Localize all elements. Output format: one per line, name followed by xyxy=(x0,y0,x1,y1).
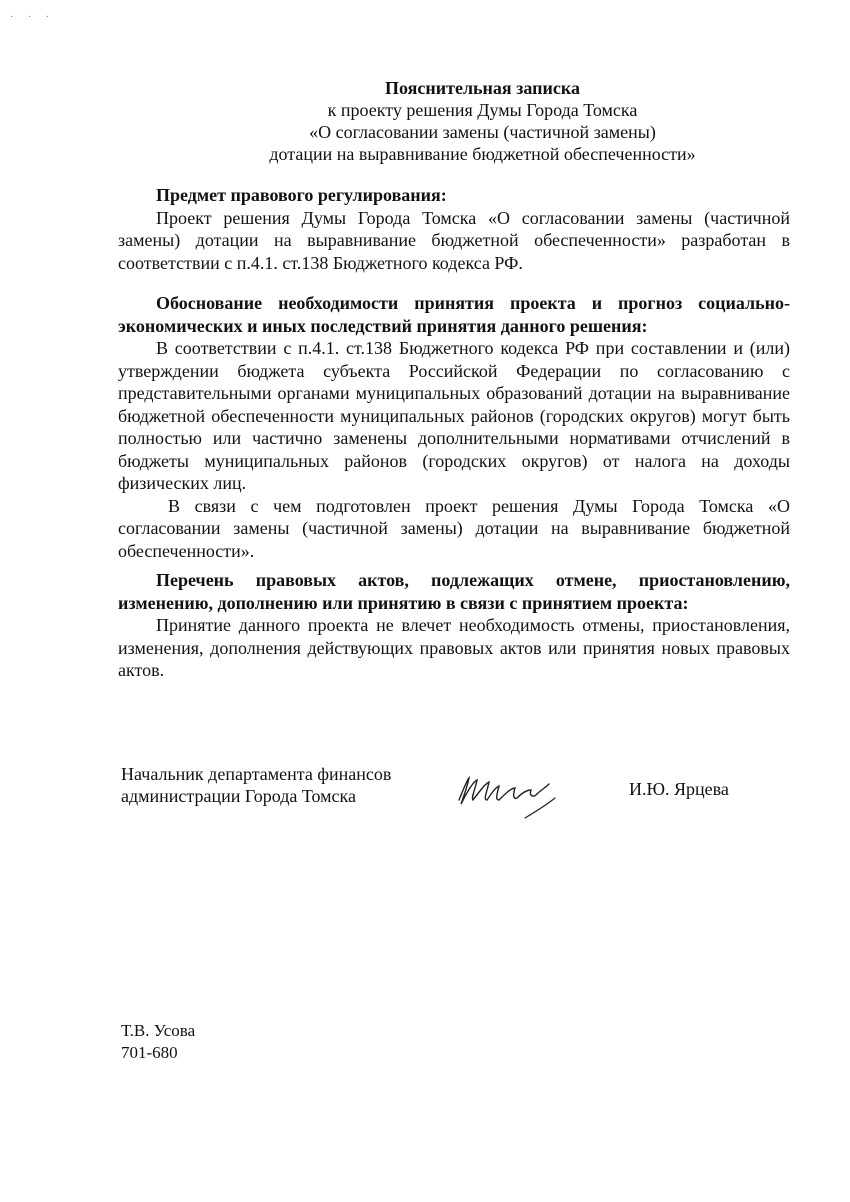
title-line-2: к проекту решения Думы Города Томска xyxy=(327,100,638,120)
title-line-4: дотации на выравнивание бюджетной обеспеченности» xyxy=(269,144,696,164)
section-paragraph: Проект решения Думы Города Томска «О согласовании замены (частичной замены) дотации на выравнивание бюджетной обеспеченности» разработан в соответствии с п.4.1. ст.138 Бюджетного кодекса РФ. xyxy=(118,207,790,273)
section-paragraph: В связи с чем подготовлен проект решения Думы Города Томска «О согласовании замены (частичной замены) дотации на выравнивание бюджетной обеспеченности». xyxy=(118,495,790,561)
handwritten-signature xyxy=(455,770,565,825)
signatory-position-line-2: администрации Города Томска xyxy=(121,786,356,806)
signatory-position-line-1: Начальник департамента финансов xyxy=(121,764,392,784)
section-heading: Перечень правовых актов, подлежащих отмене, приостановлению, изменению, дополнению или принятию в связи с принятием проекта: xyxy=(118,570,790,613)
signatory-position xyxy=(121,763,391,807)
section-paragraph: В соответствии с п.4.1. ст.138 Бюджетного кодекса РФ при составлении и (или) утверждении бюджета субъекта Российской Федерации по согласованию с представительными органами муниципальных образований дотации на выравнивание бюджетной обеспеченности муниципальных районов (городских округов) могут быть полностью или частично заменены дополнительными нормативами отчислений в бюджеты муниципальных районов (городских округов) от налога на доходы физических лиц. xyxy=(118,338,790,493)
executor-block xyxy=(121,1020,195,1064)
executor-name: Т.В. Усова xyxy=(121,1021,196,1040)
section-regulation-subject xyxy=(118,184,790,274)
section-legal-acts xyxy=(118,569,790,682)
section-heading: Обоснование необходимости принятия проекта и прогноз социально-экономических и иных последствий принятия данного решения: xyxy=(118,293,790,336)
signatory-name: И.Ю. Ярцева xyxy=(629,779,729,799)
document-title-block xyxy=(120,77,790,165)
section-paragraph: Принятие данного проекта не влечет необходимость отмены, приостановления, изменения, дополнения действующих правовых актов или принятия новых правовых актов. xyxy=(118,615,790,680)
executor-phone: 701-680 xyxy=(121,1043,178,1062)
section-justification xyxy=(118,292,790,562)
document-title: Пояснительная записка xyxy=(384,78,580,98)
title-line-3: «О согласовании замены (частичной замены) xyxy=(309,122,656,142)
scan-specks: · · · xyxy=(10,12,55,23)
section-heading: Предмет правового регулирования: xyxy=(156,185,447,205)
